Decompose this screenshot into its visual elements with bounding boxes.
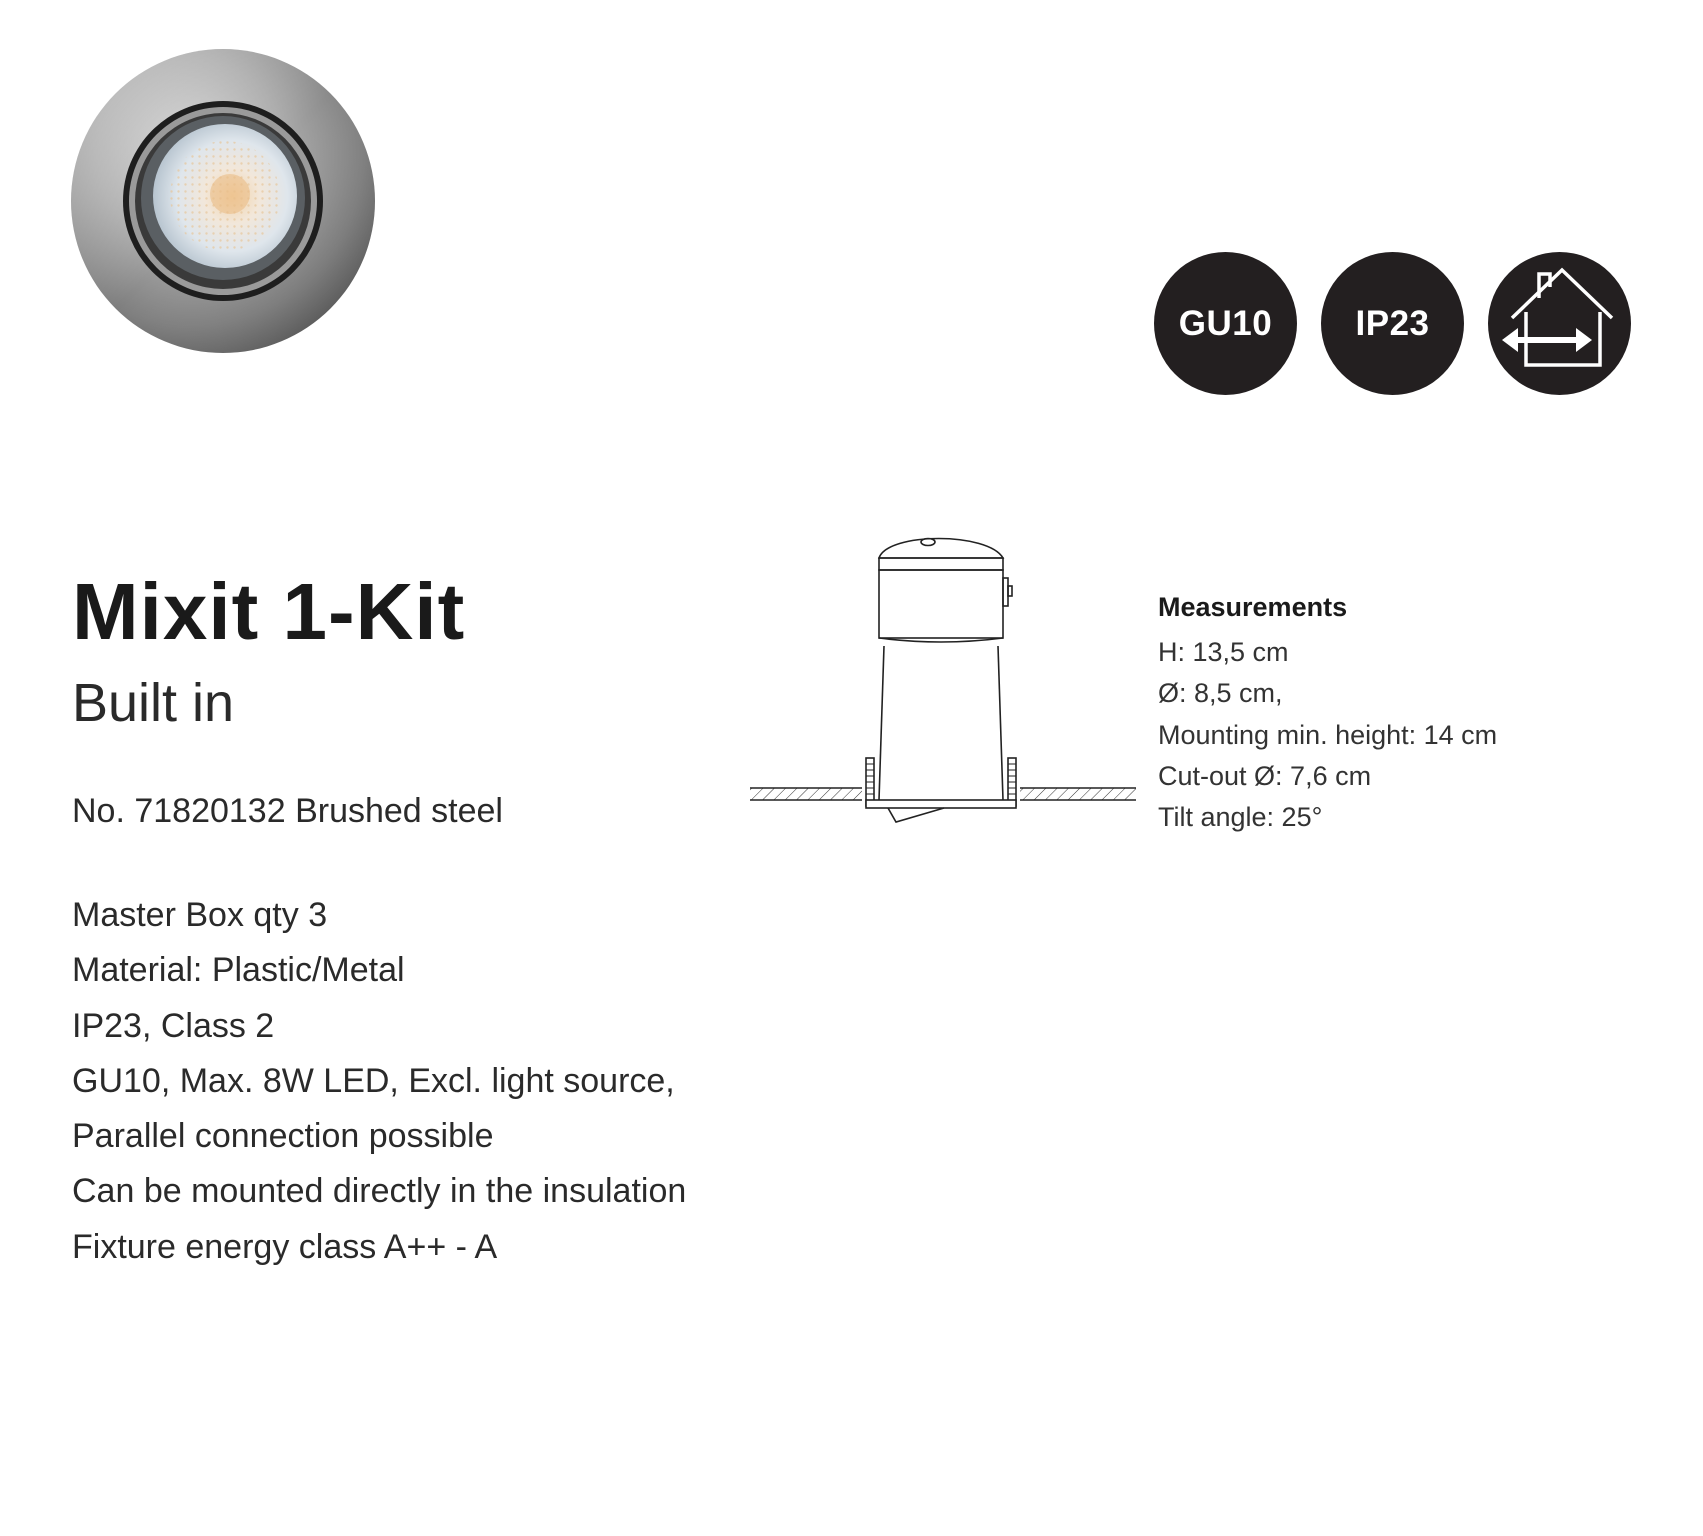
spec-item: Fixture energy class A++ - A bbox=[72, 1227, 498, 1266]
measurements-list bbox=[1158, 632, 1497, 838]
spec-item: IP23, Class 2 bbox=[72, 1006, 275, 1045]
measurement-item: Mounting min. height: 14 cm bbox=[1158, 719, 1498, 750]
indoor-badge bbox=[1488, 252, 1631, 395]
product-subtitle: Built in bbox=[72, 673, 235, 733]
measurement-item: Ø: 8,5 cm, bbox=[1158, 678, 1283, 709]
measurement-item: Cut-out Ø: 7,6 cm bbox=[1158, 760, 1372, 791]
product-title: Mixit 1-Kit bbox=[72, 567, 466, 656]
measurements-heading: Measurements bbox=[1158, 592, 1348, 622]
measurement-item: H: 13,5 cm bbox=[1158, 637, 1289, 667]
product-photo bbox=[70, 48, 376, 354]
ip23-badge bbox=[1321, 252, 1464, 395]
spec-item: Material: Plastic/Metal bbox=[72, 951, 405, 990]
spec-item: Can be mounted directly in the insulation bbox=[72, 1172, 687, 1211]
gu10-badge bbox=[1154, 252, 1297, 395]
indoor-house-icon bbox=[1488, 252, 1631, 395]
gu10-badge-label: GU10 bbox=[1178, 303, 1273, 343]
article-number: No. 71820132 Brushed steel bbox=[72, 792, 503, 830]
spec-item: Master Box qty 3 bbox=[72, 896, 328, 934]
technical-drawing bbox=[748, 520, 1138, 830]
measurement-item: Tilt angle: 25° bbox=[1158, 802, 1323, 833]
spec-list bbox=[72, 888, 686, 1275]
ip23-badge-label: IP23 bbox=[1355, 303, 1430, 343]
spec-item: GU10, Max. 8W LED, Excl. light source, bbox=[72, 1061, 675, 1100]
spec-item: Parallel connection possible bbox=[72, 1117, 494, 1156]
